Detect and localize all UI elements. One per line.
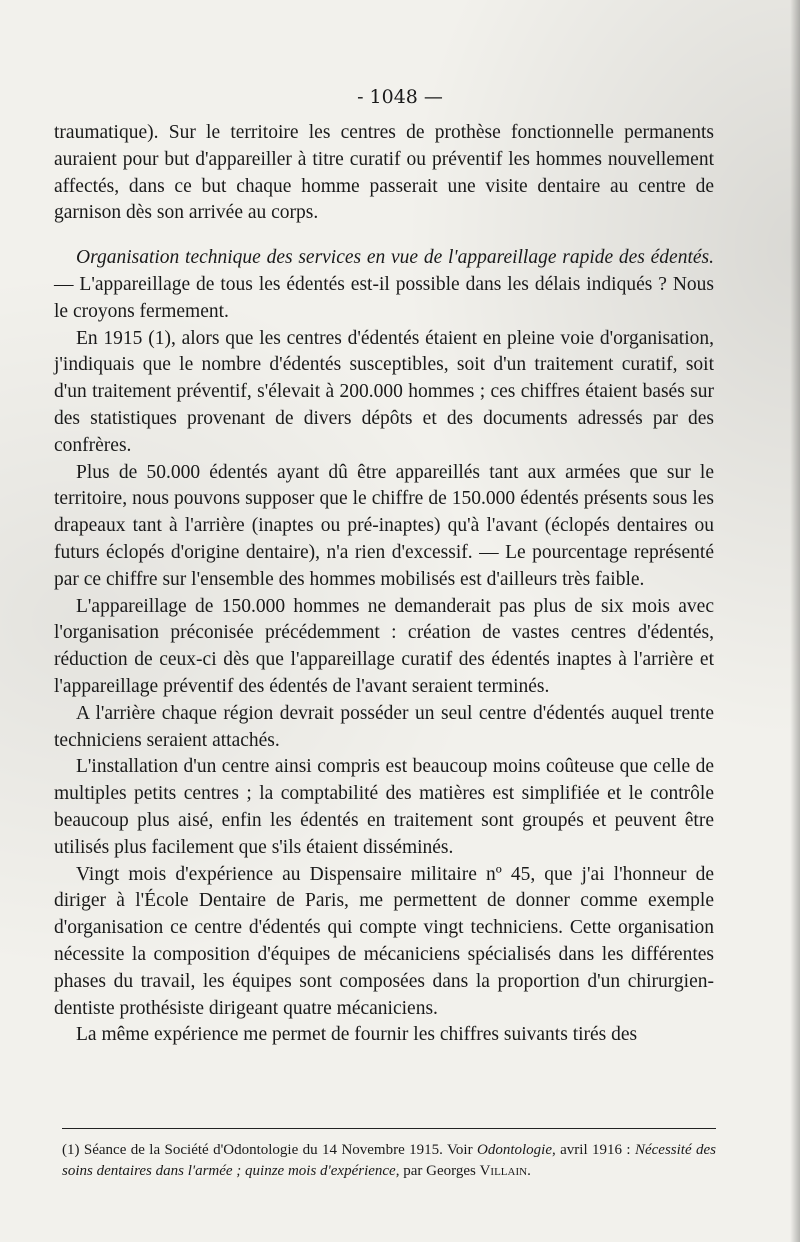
paragraph: Plus de 50.000 édentés ayant dû être appareillés tant aux armées que sur le territoire, nous pouvons supposer que le chiffre de 150.000 édentés présents sous les drapeaux tant à l'arrière (inaptes ou pré-inaptes) qu'à l'avant (éclopés dentaires ou futurs éclopés d'origine dentaire), n'a rien d'excessif. — Le pourcentage représenté par ce chiffre sur l'ensemble des hommes mobilisés est d'ailleurs très faible. <box>54 461 714 590</box>
paragraph: traumatique). Sur le territoire les centres de prothèse fonctionnelle permanents auraient pour but d'appareiller à titre curatif ou préventif les hommes nouvellement affectés, dans ce but chaque homme passerait une visite dentaire au centre de garnison dès son arrivée au corps. <box>54 122 714 224</box>
paragraph: En 1915 (1), alors que les centres d'édentés étaient en pleine voie d'organisation, j'indiquais que le nombre d'édentés susceptibles, soit d'un traitement curatif, soit d'un traitement préventif, s'élevait à 200.000 hommes ; ces chiffres étaient basés sur des statistiques provenant de divers dépôts et des documents adressés par des confrères. <box>54 327 714 456</box>
footnote-by: , par Georges <box>395 1163 480 1179</box>
paragraph: La même expérience me permet de fournir les chiffres suivants tirés des <box>76 1024 638 1046</box>
footnote-end: . <box>527 1163 531 1179</box>
footnote-date: , avril 1916 : <box>551 1142 631 1158</box>
footnote-author: Villain <box>479 1163 528 1179</box>
paragraph: Vingt mois d'expérience au Dispensaire militaire nº 45, que j'ai l'honneur de diriger à l'École Dentaire de Paris, me permettent de donner comme exemple d'organisation ce centre d'édentés qui compte vingt techniciens. Cette organisation nécessite la composition d'équipes de mécaniciens spécialisés dans les différentes phases du travail, les équipes sont composées dans la proportion d'un chirurgien-dentiste prothésiste dirigeant quatre mécaniciens. <box>54 863 714 1019</box>
paragraph: L'installation d'un centre ainsi compris est beaucoup moins coûteuse que celle de multiples petits centres ; la comptabilité des matières est simplifiée et le contrôle beaucoup plus aisé, enfin les édentés en traitement sont groupés et peuvent être utilisés plus facilement que s'ils étaient disséminés. <box>54 756 714 858</box>
footnote-journal: Odontologie <box>476 1142 552 1158</box>
paragraph: A l'arrière chaque région devrait posséder un seul centre d'édentés auquel trente techniciens seraient attachés. <box>54 702 714 751</box>
section-paragraph <box>54 245 714 325</box>
page-number: - 1048 — <box>357 86 443 108</box>
body-text <box>54 120 714 1049</box>
section-heading: Organisation technique des services en vue de l'appareillage rapide des édentés. <box>76 247 714 269</box>
footnote <box>62 1140 716 1182</box>
footnote-divider <box>62 1128 716 1129</box>
paragraph: L'appareillage de 150.000 hommes ne demanderait pas plus de six mois avec l'organisation préconisée précédemment : création de vastes centres d'édentés, réduction de ceux-ci dès que l'appareillage curatif des édentés inaptes à l'arrière et l'appareillage préventif des édentés de l'avant seraient terminés. <box>54 595 714 697</box>
footnote-title: Nécessité des soins dentaires dans l'armée ; quinze mois d'expérience <box>62 1142 717 1179</box>
section-paragraph-text: — L'appareillage de tous les édentés est-il possible dans les délais indiqués ? Nous le croyons fermement. <box>54 273 714 322</box>
footnotes <box>62 1140 716 1182</box>
footnote-text: (1) Séance de la Société d'Odontologie du 14 Novembre 1915. Voir <box>62 1142 477 1158</box>
